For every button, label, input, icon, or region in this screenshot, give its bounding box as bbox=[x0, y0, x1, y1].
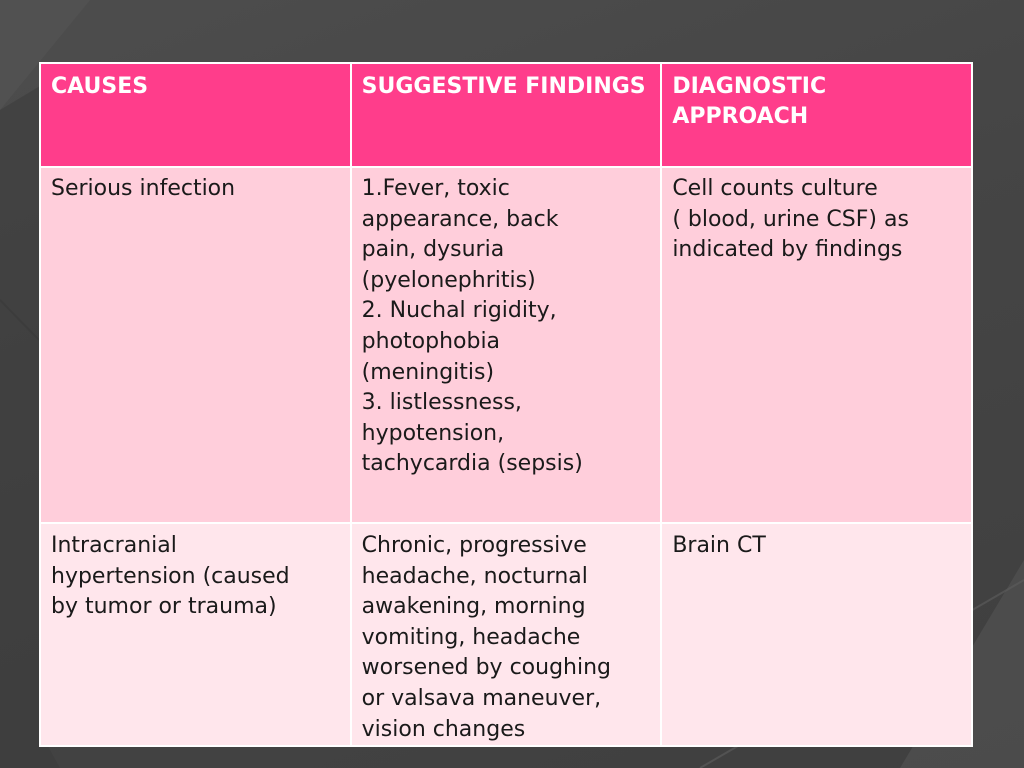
approach-cell: Brain CT bbox=[661, 523, 972, 746]
header-causes: CAUSES bbox=[40, 63, 351, 167]
diagnosis-table bbox=[39, 62, 973, 747]
cause-cell: Serious infection bbox=[40, 167, 351, 523]
approach-cell: Cell counts culture ( blood, urine CSF) as indicated by findings bbox=[661, 167, 972, 523]
findings-cell: 1.Fever, toxic appearance, back pain, dysuria (pyelonephritis) 2. Nuchal rigidity, photophobia (meningitis) 3. listlessness, hypotension, tachycardia (sepsis) bbox=[351, 167, 662, 523]
header-diagnostic-approach: DIAGNOSTIC APPROACH bbox=[661, 63, 972, 167]
table-row bbox=[40, 523, 972, 746]
table-header-row bbox=[40, 63, 972, 167]
findings-cell: Chronic, progressive headache, nocturnal awakening, morning vomiting, headache worsened by coughing or valsava maneuver, vision changes bbox=[351, 523, 662, 746]
cause-cell: Intracranial hypertension (caused by tumor or trauma) bbox=[40, 523, 351, 746]
header-suggestive-findings: SUGGESTIVE FINDINGS bbox=[351, 63, 662, 167]
table-row bbox=[40, 167, 972, 523]
